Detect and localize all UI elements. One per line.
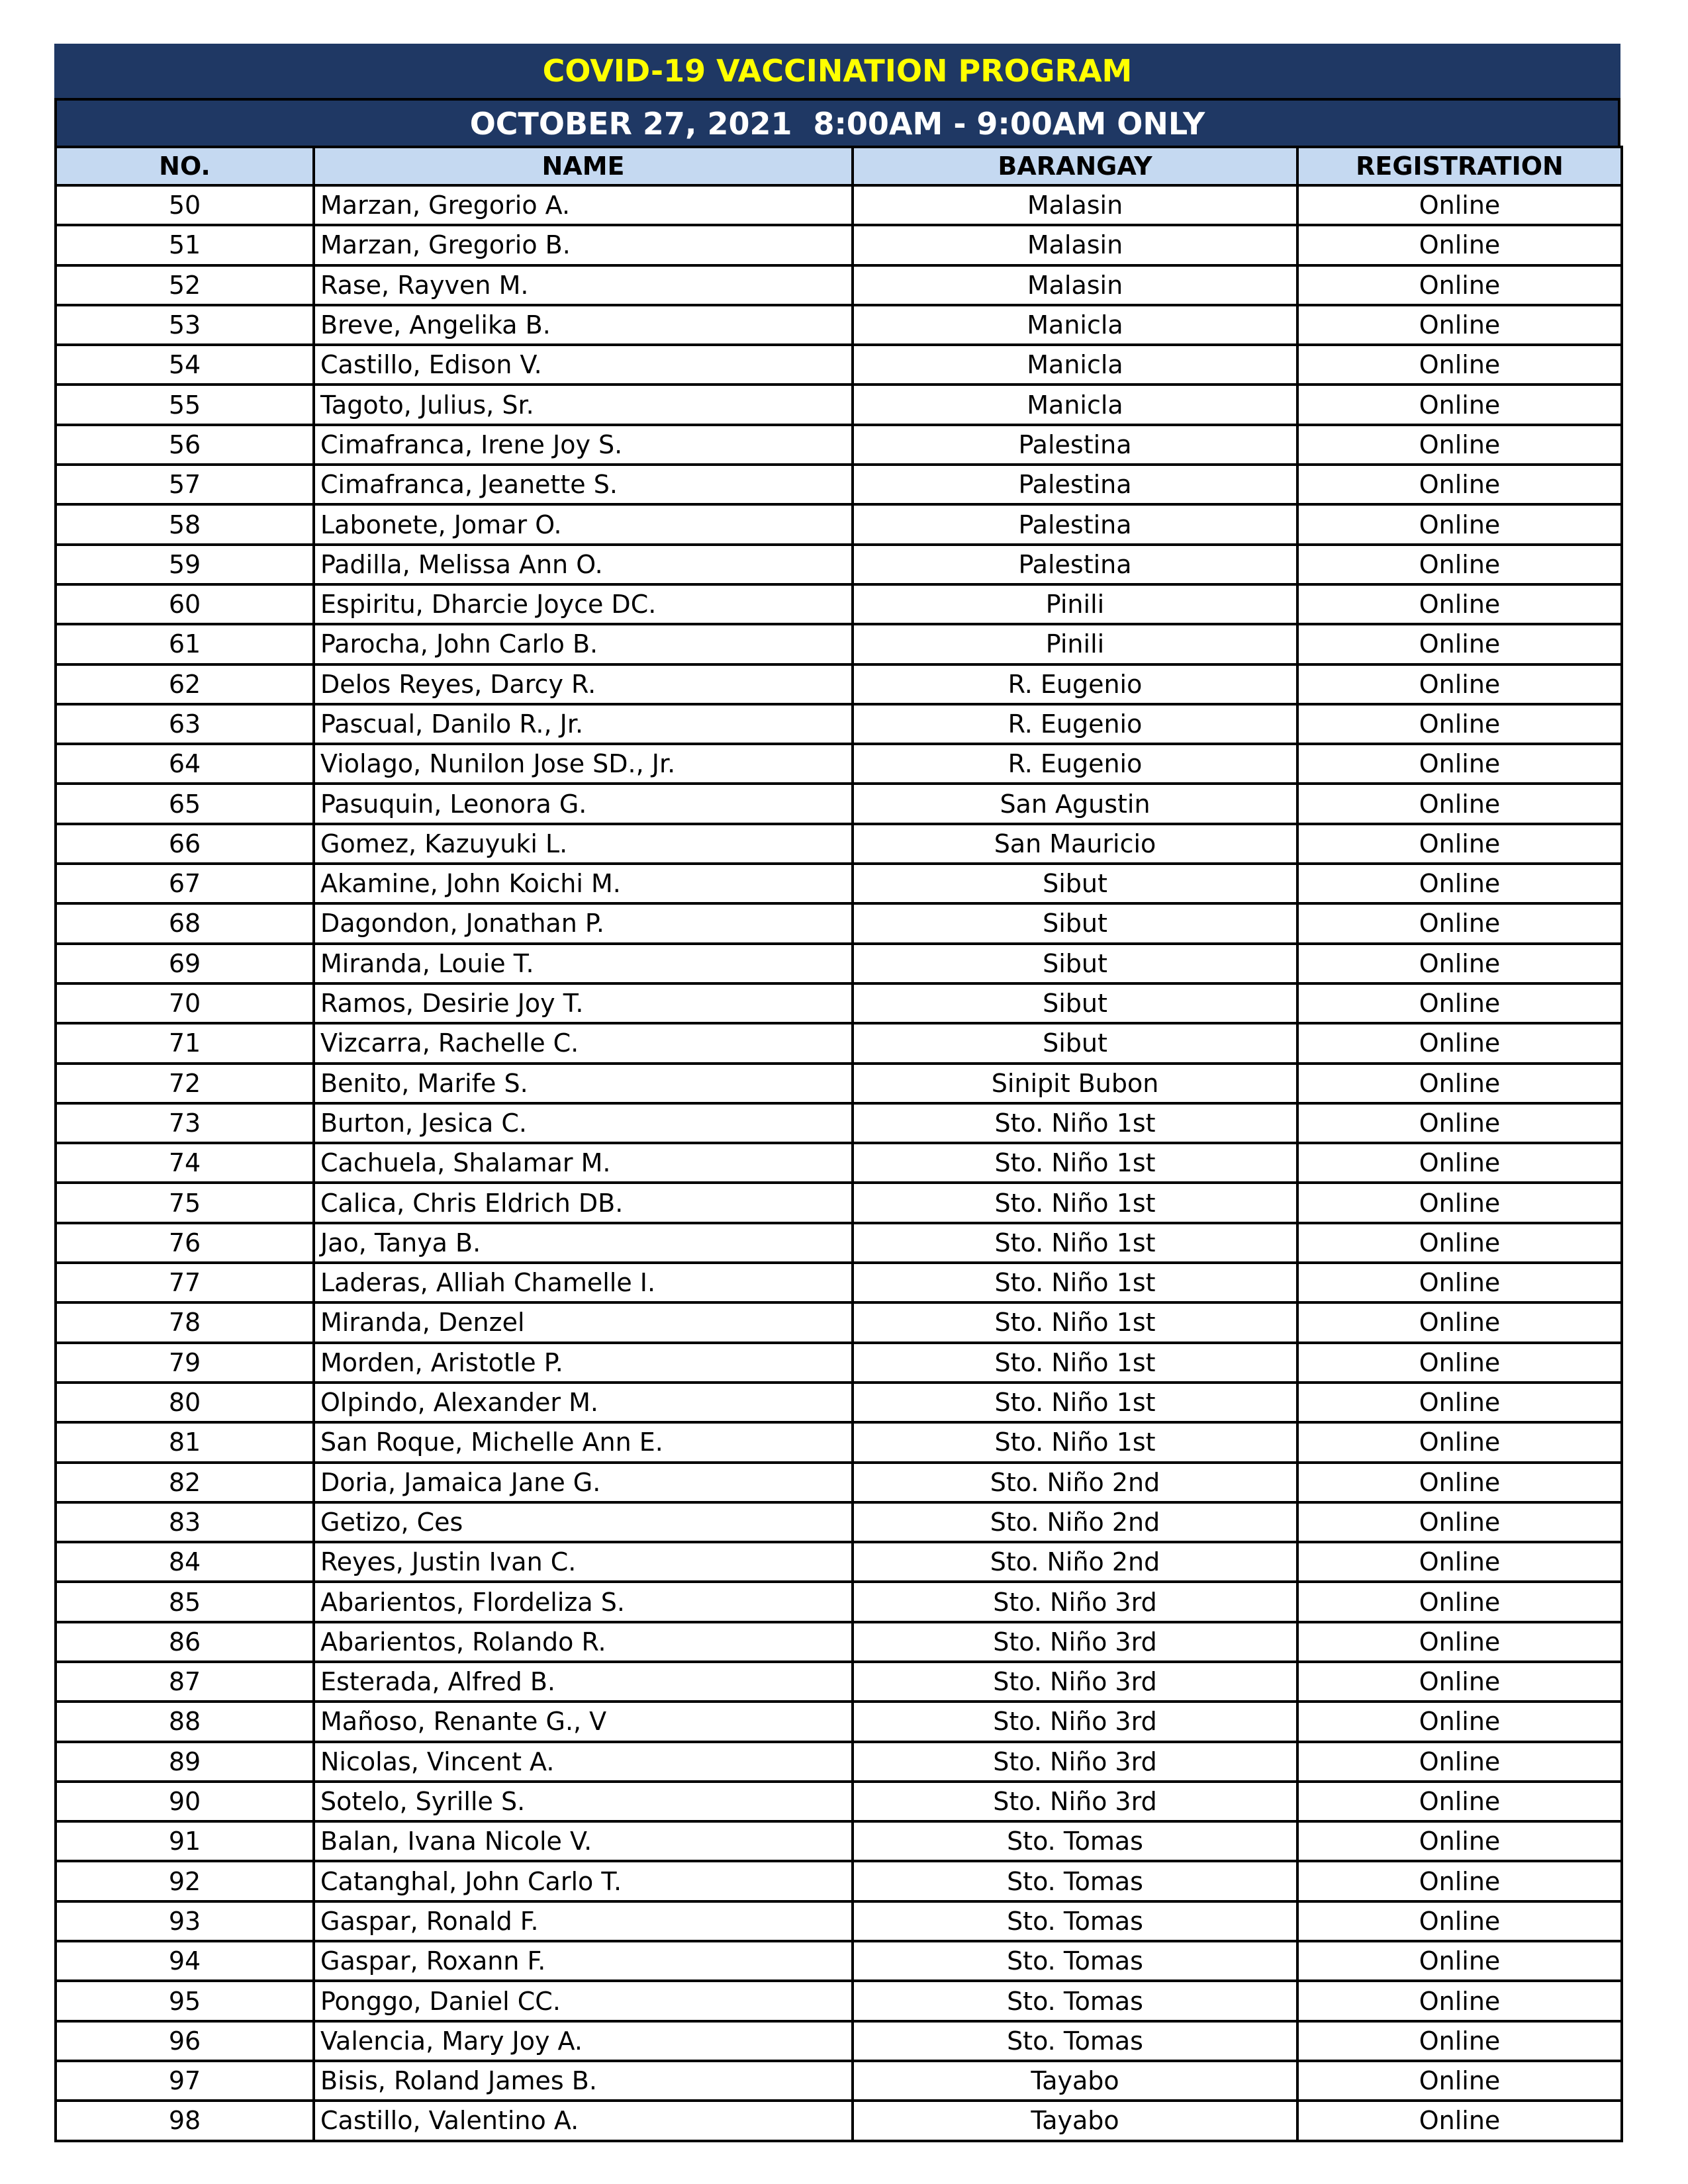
row-number: 81: [56, 1422, 314, 1462]
registration-cell: Online: [1297, 624, 1622, 664]
table-row: [56, 1702, 1622, 1741]
row-number: 51: [56, 225, 314, 265]
barangay-cell: Sto. Niño 1st: [853, 1103, 1297, 1143]
row-number: 68: [56, 903, 314, 943]
table-row: [56, 744, 1622, 784]
registration-cell: Online: [1297, 1463, 1622, 1502]
person-name: Espiritu, Dharcie Joyce DC.: [314, 584, 853, 624]
barangay-cell: Sto. Niño 1st: [853, 1223, 1297, 1263]
person-name: Akamine, John Koichi M.: [314, 864, 853, 903]
table-row: [56, 2061, 1622, 2101]
row-number: 62: [56, 664, 314, 704]
barangay-cell: Palestina: [853, 465, 1297, 504]
row-number: 56: [56, 425, 314, 465]
row-number: 84: [56, 1542, 314, 1582]
registration-cell: Online: [1297, 903, 1622, 943]
registration-cell: Online: [1297, 1861, 1622, 1901]
person-name: Balan, Ivana Nicole V.: [314, 1821, 853, 1861]
person-name: Olpindo, Alexander M.: [314, 1383, 853, 1422]
row-number: 76: [56, 1223, 314, 1263]
row-number: 71: [56, 1023, 314, 1063]
registration-cell: Online: [1297, 1064, 1622, 1103]
table-row: [56, 465, 1622, 504]
barangay-cell: Sibut: [853, 864, 1297, 903]
registration-cell: Online: [1297, 1622, 1622, 1662]
registration-cell: Online: [1297, 1302, 1622, 1342]
table-row: [56, 784, 1622, 823]
table-row: [56, 704, 1622, 744]
row-number: 53: [56, 305, 314, 345]
header-name: NAME: [314, 147, 853, 185]
barangay-cell: San Mauricio: [853, 824, 1297, 864]
registration-cell: Online: [1297, 1582, 1622, 1621]
row-number: 65: [56, 784, 314, 823]
registration-cell: Online: [1297, 504, 1622, 544]
barangay-cell: Sto. Tomas: [853, 2021, 1297, 2061]
table-row: [56, 504, 1622, 544]
table-row: [56, 1463, 1622, 1502]
row-number: 66: [56, 824, 314, 864]
person-name: Miranda, Denzel: [314, 1302, 853, 1342]
person-name: Rase, Rayven M.: [314, 265, 853, 305]
table-row: [56, 305, 1622, 345]
table-row: [56, 1901, 1622, 1941]
barangay-cell: Sto. Tomas: [853, 1981, 1297, 2021]
registration-cell: Online: [1297, 1183, 1622, 1222]
schedule-banner: OCTOBER 27, 2021 8:00AM - 9:00AM ONLY: [54, 98, 1620, 146]
row-number: 91: [56, 1821, 314, 1861]
barangay-cell: Palestina: [853, 425, 1297, 465]
registration-cell: Online: [1297, 664, 1622, 704]
row-number: 96: [56, 2021, 314, 2061]
registration-cell: Online: [1297, 265, 1622, 305]
table-row: [56, 1782, 1622, 1821]
row-number: 90: [56, 1782, 314, 1821]
table-row: [56, 983, 1622, 1023]
row-number: 50: [56, 185, 314, 225]
registration-cell: Online: [1297, 185, 1622, 225]
registration-cell: Online: [1297, 305, 1622, 345]
barangay-cell: Sto. Niño 2nd: [853, 1542, 1297, 1582]
barangay-cell: Sinipit Bubon: [853, 1064, 1297, 1103]
row-number: 72: [56, 1064, 314, 1103]
person-name: Sotelo, Syrille S.: [314, 1782, 853, 1821]
person-name: Calica, Chris Eldrich DB.: [314, 1183, 853, 1222]
barangay-cell: R. Eugenio: [853, 744, 1297, 784]
registration-cell: Online: [1297, 465, 1622, 504]
barangay-cell: Tayabo: [853, 2101, 1297, 2140]
barangay-cell: Pinili: [853, 624, 1297, 664]
person-name: Padilla, Melissa Ann O.: [314, 545, 853, 584]
row-number: 59: [56, 545, 314, 584]
header-registration: REGISTRATION: [1297, 147, 1622, 185]
person-name: Castillo, Valentino A.: [314, 2101, 853, 2140]
row-number: 79: [56, 1343, 314, 1383]
registration-cell: Online: [1297, 1223, 1622, 1263]
registration-cell: Online: [1297, 1981, 1622, 2021]
table-row: [56, 903, 1622, 943]
row-number: 98: [56, 2101, 314, 2140]
barangay-cell: Palestina: [853, 545, 1297, 584]
row-number: 83: [56, 1502, 314, 1542]
registration-cell: Online: [1297, 1941, 1622, 1981]
document-title: COVID-19 VACCINATION PROGRAM: [54, 44, 1620, 98]
barangay-cell: Sto. Tomas: [853, 1941, 1297, 1981]
person-name: Nicolas, Vincent A.: [314, 1742, 853, 1782]
person-name: Violago, Nunilon Jose SD., Jr.: [314, 744, 853, 784]
table-row: [56, 584, 1622, 624]
barangay-cell: Manicla: [853, 345, 1297, 385]
person-name: Doria, Jamaica Jane G.: [314, 1463, 853, 1502]
person-name: Abarientos, Flordeliza S.: [314, 1582, 853, 1621]
row-number: 64: [56, 744, 314, 784]
barangay-cell: Sto. Niño 3rd: [853, 1782, 1297, 1821]
row-number: 94: [56, 1941, 314, 1981]
person-name: Labonete, Jomar O.: [314, 504, 853, 544]
person-name: Getizo, Ces: [314, 1502, 853, 1542]
person-name: Delos Reyes, Darcy R.: [314, 664, 853, 704]
table-row: [56, 1422, 1622, 1462]
row-number: 55: [56, 385, 314, 424]
registration-cell: Online: [1297, 744, 1622, 784]
table-row: [56, 1542, 1622, 1582]
person-name: Abarientos, Rolando R.: [314, 1622, 853, 1662]
registration-cell: Online: [1297, 1542, 1622, 1582]
row-number: 58: [56, 504, 314, 544]
person-name: Castillo, Edison V.: [314, 345, 853, 385]
barangay-cell: Sto. Niño 3rd: [853, 1742, 1297, 1782]
row-number: 75: [56, 1183, 314, 1222]
barangay-cell: Tayabo: [853, 2061, 1297, 2101]
row-number: 69: [56, 944, 314, 983]
vaccination-list-sheet: [54, 44, 1620, 2142]
barangay-cell: Sibut: [853, 1023, 1297, 1063]
person-name: Marzan, Gregorio A.: [314, 185, 853, 225]
row-number: 67: [56, 864, 314, 903]
barangay-cell: Malasin: [853, 185, 1297, 225]
person-name: Tagoto, Julius, Sr.: [314, 385, 853, 424]
row-number: 61: [56, 624, 314, 664]
person-name: Ramos, Desirie Joy T.: [314, 983, 853, 1023]
person-name: Gomez, Kazuyuki L.: [314, 824, 853, 864]
table-row: [56, 1662, 1622, 1702]
barangay-cell: Sto. Niño 1st: [853, 1343, 1297, 1383]
table-row: [56, 265, 1622, 305]
barangay-cell: Sto. Tomas: [853, 1901, 1297, 1941]
registration-cell: Online: [1297, 1821, 1622, 1861]
table-body: [56, 185, 1622, 2141]
registration-cell: Online: [1297, 1742, 1622, 1782]
header-barangay: BARANGAY: [853, 147, 1297, 185]
person-name: Pascual, Danilo R., Jr.: [314, 704, 853, 744]
registration-cell: Online: [1297, 1383, 1622, 1422]
person-name: Bisis, Roland James B.: [314, 2061, 853, 2101]
row-number: 88: [56, 1702, 314, 1741]
row-number: 89: [56, 1742, 314, 1782]
registration-cell: Online: [1297, 2101, 1622, 2140]
table-row: [56, 1143, 1622, 1183]
table-row: [56, 1383, 1622, 1422]
barangay-cell: Sto. Niño 1st: [853, 1422, 1297, 1462]
registration-cell: Online: [1297, 983, 1622, 1023]
person-name: Laderas, Alliah Chamelle I.: [314, 1263, 853, 1302]
table-row: [56, 824, 1622, 864]
registration-cell: Online: [1297, 1143, 1622, 1183]
person-name: Esterada, Alfred B.: [314, 1662, 853, 1702]
person-name: Catanghal, John Carlo T.: [314, 1861, 853, 1901]
barangay-cell: Sto. Niño 2nd: [853, 1463, 1297, 1502]
barangay-cell: R. Eugenio: [853, 664, 1297, 704]
table-row: [56, 1502, 1622, 1542]
barangay-cell: Sto. Niño 1st: [853, 1302, 1297, 1342]
registration-cell: Online: [1297, 1502, 1622, 1542]
registration-cell: Online: [1297, 1343, 1622, 1383]
barangay-cell: Sibut: [853, 983, 1297, 1023]
registration-cell: Online: [1297, 2021, 1622, 2061]
table-row: [56, 1183, 1622, 1222]
table-row: [56, 425, 1622, 465]
table-row: [56, 1343, 1622, 1383]
barangay-cell: Sto. Niño 3rd: [853, 1622, 1297, 1662]
row-number: 95: [56, 1981, 314, 2021]
table-row: [56, 1023, 1622, 1063]
vaccination-table: [54, 146, 1623, 2142]
barangay-cell: Sto. Niño 2nd: [853, 1502, 1297, 1542]
table-row: [56, 2021, 1622, 2061]
person-name: Reyes, Justin Ivan C.: [314, 1542, 853, 1582]
table-row: [56, 2101, 1622, 2140]
person-name: Cachuela, Shalamar M.: [314, 1143, 853, 1183]
row-number: 92: [56, 1861, 314, 1901]
table-header-row: [56, 147, 1622, 185]
registration-cell: Online: [1297, 1263, 1622, 1302]
table-row: [56, 1263, 1622, 1302]
row-number: 86: [56, 1622, 314, 1662]
row-number: 82: [56, 1463, 314, 1502]
table-row: [56, 1064, 1622, 1103]
table-row: [56, 185, 1622, 225]
barangay-cell: Sto. Niño 3rd: [853, 1582, 1297, 1621]
row-number: 52: [56, 265, 314, 305]
row-number: 78: [56, 1302, 314, 1342]
registration-cell: Online: [1297, 1422, 1622, 1462]
row-number: 77: [56, 1263, 314, 1302]
person-name: Parocha, John Carlo B.: [314, 624, 853, 664]
barangay-cell: Manicla: [853, 305, 1297, 345]
registration-cell: Online: [1297, 2061, 1622, 2101]
row-number: 74: [56, 1143, 314, 1183]
barangay-cell: Sto. Niño 1st: [853, 1383, 1297, 1422]
row-number: 73: [56, 1103, 314, 1143]
row-number: 70: [56, 983, 314, 1023]
registration-cell: Online: [1297, 385, 1622, 424]
table-row: [56, 345, 1622, 385]
barangay-cell: Manicla: [853, 385, 1297, 424]
person-name: Gaspar, Ronald F.: [314, 1901, 853, 1941]
row-number: 85: [56, 1582, 314, 1621]
table-row: [56, 385, 1622, 424]
registration-cell: Online: [1297, 1023, 1622, 1063]
registration-cell: Online: [1297, 864, 1622, 903]
row-number: 60: [56, 584, 314, 624]
registration-cell: Online: [1297, 545, 1622, 584]
barangay-cell: San Agustin: [853, 784, 1297, 823]
table-row: [56, 1103, 1622, 1143]
table-row: [56, 664, 1622, 704]
row-number: 97: [56, 2061, 314, 2101]
table-row: [56, 1622, 1622, 1662]
row-number: 80: [56, 1383, 314, 1422]
registration-cell: Online: [1297, 1702, 1622, 1741]
registration-cell: Online: [1297, 1103, 1622, 1143]
header-no: NO.: [56, 147, 314, 185]
registration-cell: Online: [1297, 425, 1622, 465]
registration-cell: Online: [1297, 345, 1622, 385]
person-name: Breve, Angelika B.: [314, 305, 853, 345]
table-row: [56, 624, 1622, 664]
person-name: Morden, Aristotle P.: [314, 1343, 853, 1383]
person-name: Gaspar, Roxann F.: [314, 1941, 853, 1981]
person-name: Valencia, Mary Joy A.: [314, 2021, 853, 2061]
person-name: Mañoso, Renante G., V: [314, 1702, 853, 1741]
barangay-cell: Sto. Niño 1st: [853, 1143, 1297, 1183]
registration-cell: Online: [1297, 824, 1622, 864]
barangay-cell: Sto. Niño 3rd: [853, 1702, 1297, 1741]
row-number: 93: [56, 1901, 314, 1941]
row-number: 63: [56, 704, 314, 744]
person-name: Ponggo, Daniel CC.: [314, 1981, 853, 2021]
person-name: Cimafranca, Jeanette S.: [314, 465, 853, 504]
row-number: 54: [56, 345, 314, 385]
table-row: [56, 864, 1622, 903]
barangay-cell: Malasin: [853, 265, 1297, 305]
barangay-cell: Sto. Niño 3rd: [853, 1662, 1297, 1702]
barangay-cell: Sto. Niño 1st: [853, 1183, 1297, 1222]
table-row: [56, 1861, 1622, 1901]
table-row: [56, 1981, 1622, 2021]
row-number: 57: [56, 465, 314, 504]
registration-cell: Online: [1297, 1901, 1622, 1941]
registration-cell: Online: [1297, 1662, 1622, 1702]
person-name: Benito, Marife S.: [314, 1064, 853, 1103]
table-row: [56, 545, 1622, 584]
barangay-cell: R. Eugenio: [853, 704, 1297, 744]
person-name: Jao, Tanya B.: [314, 1223, 853, 1263]
registration-cell: Online: [1297, 225, 1622, 265]
table-row: [56, 1821, 1622, 1861]
registration-cell: Online: [1297, 704, 1622, 744]
table-row: [56, 1302, 1622, 1342]
person-name: San Roque, Michelle Ann E.: [314, 1422, 853, 1462]
barangay-cell: Malasin: [853, 225, 1297, 265]
table-row: [56, 944, 1622, 983]
person-name: Dagondon, Jonathan P.: [314, 903, 853, 943]
barangay-cell: Sibut: [853, 944, 1297, 983]
barangay-cell: Sibut: [853, 903, 1297, 943]
registration-cell: Online: [1297, 1782, 1622, 1821]
registration-cell: Online: [1297, 584, 1622, 624]
barangay-cell: Sto. Tomas: [853, 1821, 1297, 1861]
registration-cell: Online: [1297, 784, 1622, 823]
person-name: Burton, Jesica C.: [314, 1103, 853, 1143]
barangay-cell: Pinili: [853, 584, 1297, 624]
barangay-cell: Palestina: [853, 504, 1297, 544]
person-name: Cimafranca, Irene Joy S.: [314, 425, 853, 465]
person-name: Marzan, Gregorio B.: [314, 225, 853, 265]
row-number: 87: [56, 1662, 314, 1702]
barangay-cell: Sto. Tomas: [853, 1861, 1297, 1901]
person-name: Miranda, Louie T.: [314, 944, 853, 983]
table-row: [56, 1742, 1622, 1782]
table-row: [56, 1223, 1622, 1263]
table-row: [56, 1582, 1622, 1621]
person-name: Pasuquin, Leonora G.: [314, 784, 853, 823]
table-row: [56, 225, 1622, 265]
barangay-cell: Sto. Niño 1st: [853, 1263, 1297, 1302]
person-name: Vizcarra, Rachelle C.: [314, 1023, 853, 1063]
registration-cell: Online: [1297, 944, 1622, 983]
table-row: [56, 1941, 1622, 1981]
